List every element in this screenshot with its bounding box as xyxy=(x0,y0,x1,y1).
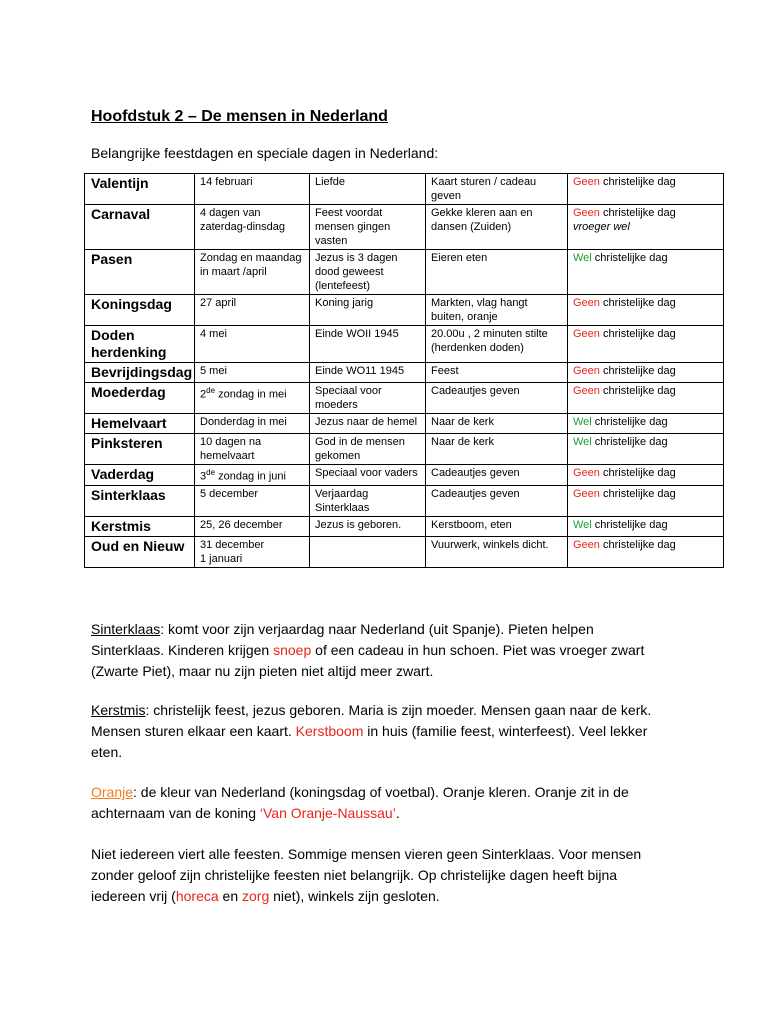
paragraph-closing xyxy=(91,844,661,907)
cell-meaning: Speciaal voor moeders xyxy=(310,383,426,414)
table-row xyxy=(85,363,724,383)
cell-status xyxy=(568,205,724,250)
paragraph-sinterklaas xyxy=(91,619,661,682)
cell-meaning: God in de mensen gekomen xyxy=(310,434,426,465)
cell-name: Hemelvaart xyxy=(85,414,195,434)
table-row xyxy=(85,174,724,205)
highlight-snoep: snoep xyxy=(273,642,312,658)
table-row xyxy=(85,295,724,326)
cell-date: 3de zondag in juni xyxy=(195,465,310,486)
table-row xyxy=(85,414,724,434)
status-keyword: Geen xyxy=(573,297,600,309)
term-kerstmis: Kerstmis xyxy=(91,702,146,718)
cell-custom: Naar de kerk xyxy=(426,414,568,434)
highlight-horeca: horeca xyxy=(175,888,219,904)
cell-name: Moederdag xyxy=(85,383,195,414)
status-keyword: Wel xyxy=(573,416,592,428)
cell-meaning xyxy=(310,536,426,567)
cell-status xyxy=(568,174,724,205)
cell-status xyxy=(568,326,724,363)
text: : christelijk feest, jezus geboren. Maria is zijn moeder. Mensen gaan naar de kerk. Mensen sturen elkaar een kaart. xyxy=(91,702,652,739)
status-text: christelijke dag xyxy=(599,385,676,397)
cell-status xyxy=(568,295,724,326)
cell-meaning: Jezus is 3 dagen dood geweest (lentefeest) xyxy=(310,250,426,295)
status-text: christelijke dag xyxy=(599,487,676,500)
cell-status xyxy=(568,516,724,536)
cell-custom: 20.00u , 2 minuten stilte (herdenken doden) xyxy=(426,326,568,363)
status-text: christelijke dag xyxy=(599,207,676,219)
text: niet), winkels zijn gesloten. xyxy=(269,888,440,904)
cell-meaning: Einde WO11 1945 xyxy=(310,363,426,383)
status-note: vroeger wel xyxy=(573,221,630,233)
table-row xyxy=(85,485,724,516)
cell-meaning: Jezus naar de hemel xyxy=(310,414,426,434)
cell-status xyxy=(568,434,724,465)
status-text: christelijke dag xyxy=(591,416,668,428)
cell-name: Bevrijdingsdag xyxy=(85,363,195,383)
cell-status xyxy=(568,485,724,516)
cell-name: Vaderdag xyxy=(85,465,195,486)
text: en xyxy=(218,888,242,904)
status-text: christelijke dag xyxy=(599,467,676,479)
status-keyword: Wel xyxy=(573,436,592,448)
cell-meaning: Feest voordat mensen gingen vasten xyxy=(310,205,426,250)
highlight-kerstboom: Kerstboom xyxy=(295,723,364,739)
cell-custom: Markten, vlag hangt buiten, oranje xyxy=(426,295,568,326)
cell-custom: Feest xyxy=(426,363,568,383)
cell-name: Doden herdenking xyxy=(85,326,195,363)
table-row xyxy=(85,250,724,295)
cell-date: 27 april xyxy=(195,295,310,326)
page-title: Hoofdstuk 2 – De mensen in Nederland xyxy=(91,108,388,125)
status-keyword: Geen xyxy=(573,176,600,188)
cell-custom: Naar de kerk xyxy=(426,434,568,465)
table-row xyxy=(85,465,724,486)
table-row xyxy=(85,205,724,250)
cell-date: 10 dagen na hemelvaart xyxy=(195,434,310,465)
cell-status xyxy=(568,363,724,383)
cell-date: 14 februari xyxy=(195,174,310,205)
cell-name: Koningsdag xyxy=(85,295,195,326)
cell-name: Pinksteren xyxy=(85,434,195,465)
status-keyword: Geen xyxy=(573,328,600,340)
highlight-van-oranje-naussau: ‘Van Oranje-Naussau’ xyxy=(259,805,396,821)
text: Niet iedereen viert alle feesten. Sommige mensen vieren geen Sinterklaas. Voor mensen zonder geloof zijn christelijke feesten niet belangrijk. Op christelijke dagen heeft bijna iedereen vrij ( xyxy=(91,846,642,904)
cell-custom: Gekke kleren aan en dansen (Zuiden) xyxy=(426,205,568,250)
status-text: christelijke dag xyxy=(599,176,676,188)
cell-date: 4 mei xyxy=(195,326,310,363)
cell-status xyxy=(568,465,724,486)
text: of een cadeau in hun schoen. Piet was vroeger zwart (Zwarte Piet), maar nu zijn pieten niet altijd meer zwart. xyxy=(91,642,645,679)
paragraph-kerstmis xyxy=(91,700,661,763)
highlight-zorg: zorg xyxy=(242,888,270,904)
status-keyword: Geen xyxy=(573,467,600,479)
status-text: christelijke dag xyxy=(599,538,676,551)
status-keyword: Wel xyxy=(573,252,592,264)
page-subtitle: Belangrijke feestdagen en speciale dagen in Nederland: xyxy=(91,145,439,161)
cell-name: Sinterklaas xyxy=(85,485,195,516)
status-text: christelijke dag xyxy=(599,328,676,340)
cell-status xyxy=(568,250,724,295)
cell-status xyxy=(568,536,724,567)
cell-custom: Kerstboom, eten xyxy=(426,516,568,536)
status-text: christelijke dag xyxy=(591,436,668,448)
cell-name: Pasen xyxy=(85,250,195,295)
text: in huis (familie feest, winterfeest). Veel lekker eten. xyxy=(91,723,648,760)
cell-date: Donderdag in mei xyxy=(195,414,310,434)
cell-meaning: Koning jarig xyxy=(310,295,426,326)
status-keyword: Geen xyxy=(573,365,600,377)
status-text: christelijke dag xyxy=(599,365,676,377)
cell-custom: Cadeautjes geven xyxy=(426,383,568,414)
cell-date: 25, 26 december xyxy=(195,516,310,536)
cell-meaning: Verjaardag Sinterklaas xyxy=(310,485,426,516)
cell-date: 2de zondag in mei xyxy=(195,383,310,414)
cell-custom: Cadeautjes geven xyxy=(426,465,568,486)
cell-custom: Eieren eten xyxy=(426,250,568,295)
cell-date: Zondag en maandag in maart /april xyxy=(195,250,310,295)
status-text: christelijke dag xyxy=(591,518,668,531)
cell-meaning: Liefde xyxy=(310,174,426,205)
table-row xyxy=(85,536,724,567)
cell-meaning: Einde WOII 1945 xyxy=(310,326,426,363)
status-text: christelijke dag xyxy=(591,252,668,264)
table-row xyxy=(85,326,724,363)
cell-status xyxy=(568,383,724,414)
status-keyword: Geen xyxy=(573,538,600,551)
text: . xyxy=(395,805,400,821)
cell-custom: Cadeautjes geven xyxy=(426,485,568,516)
cell-name: Oud en Nieuw xyxy=(85,536,195,567)
text: : de kleur van Nederland (koningsdag of voetbal). Oranje kleren. Oranje zit in de achternaam van de koning xyxy=(91,784,629,821)
table-row xyxy=(85,434,724,465)
cell-custom: Vuurwerk, winkels dicht. xyxy=(426,536,568,567)
cell-date: 4 dagen van zaterdag-dinsdag xyxy=(195,205,310,250)
table-row xyxy=(85,383,724,414)
cell-custom: Kaart sturen / cadeau geven xyxy=(426,174,568,205)
text: : komt voor zijn verjaardag naar Nederland (uit Spanje). Pieten helpen Sinterklaas. Kinderen krijgen xyxy=(91,621,594,658)
paragraph-oranje xyxy=(91,782,661,824)
table-row xyxy=(85,516,724,536)
status-keyword: Geen xyxy=(573,207,600,219)
cell-name: Carnaval xyxy=(85,205,195,250)
cell-status xyxy=(568,414,724,434)
term-oranje: Oranje xyxy=(91,784,134,800)
feestdagen-table xyxy=(84,173,724,568)
cell-meaning: Jezus is geboren. xyxy=(310,516,426,536)
cell-meaning: Speciaal voor vaders xyxy=(310,465,426,486)
cell-date: 31 december 1 januari xyxy=(195,536,310,567)
cell-name: Kerstmis xyxy=(85,516,195,536)
status-keyword: Wel xyxy=(573,518,592,531)
status-text: christelijke dag xyxy=(599,297,676,309)
cell-date: 5 december xyxy=(195,485,310,516)
status-keyword: Geen xyxy=(573,487,600,500)
cell-name: Valentijn xyxy=(85,174,195,205)
feestdagen-table-body xyxy=(85,174,724,568)
cell-date: 5 mei xyxy=(195,363,310,383)
term-sinterklaas: Sinterklaas xyxy=(91,621,161,637)
status-keyword: Geen xyxy=(573,385,600,397)
